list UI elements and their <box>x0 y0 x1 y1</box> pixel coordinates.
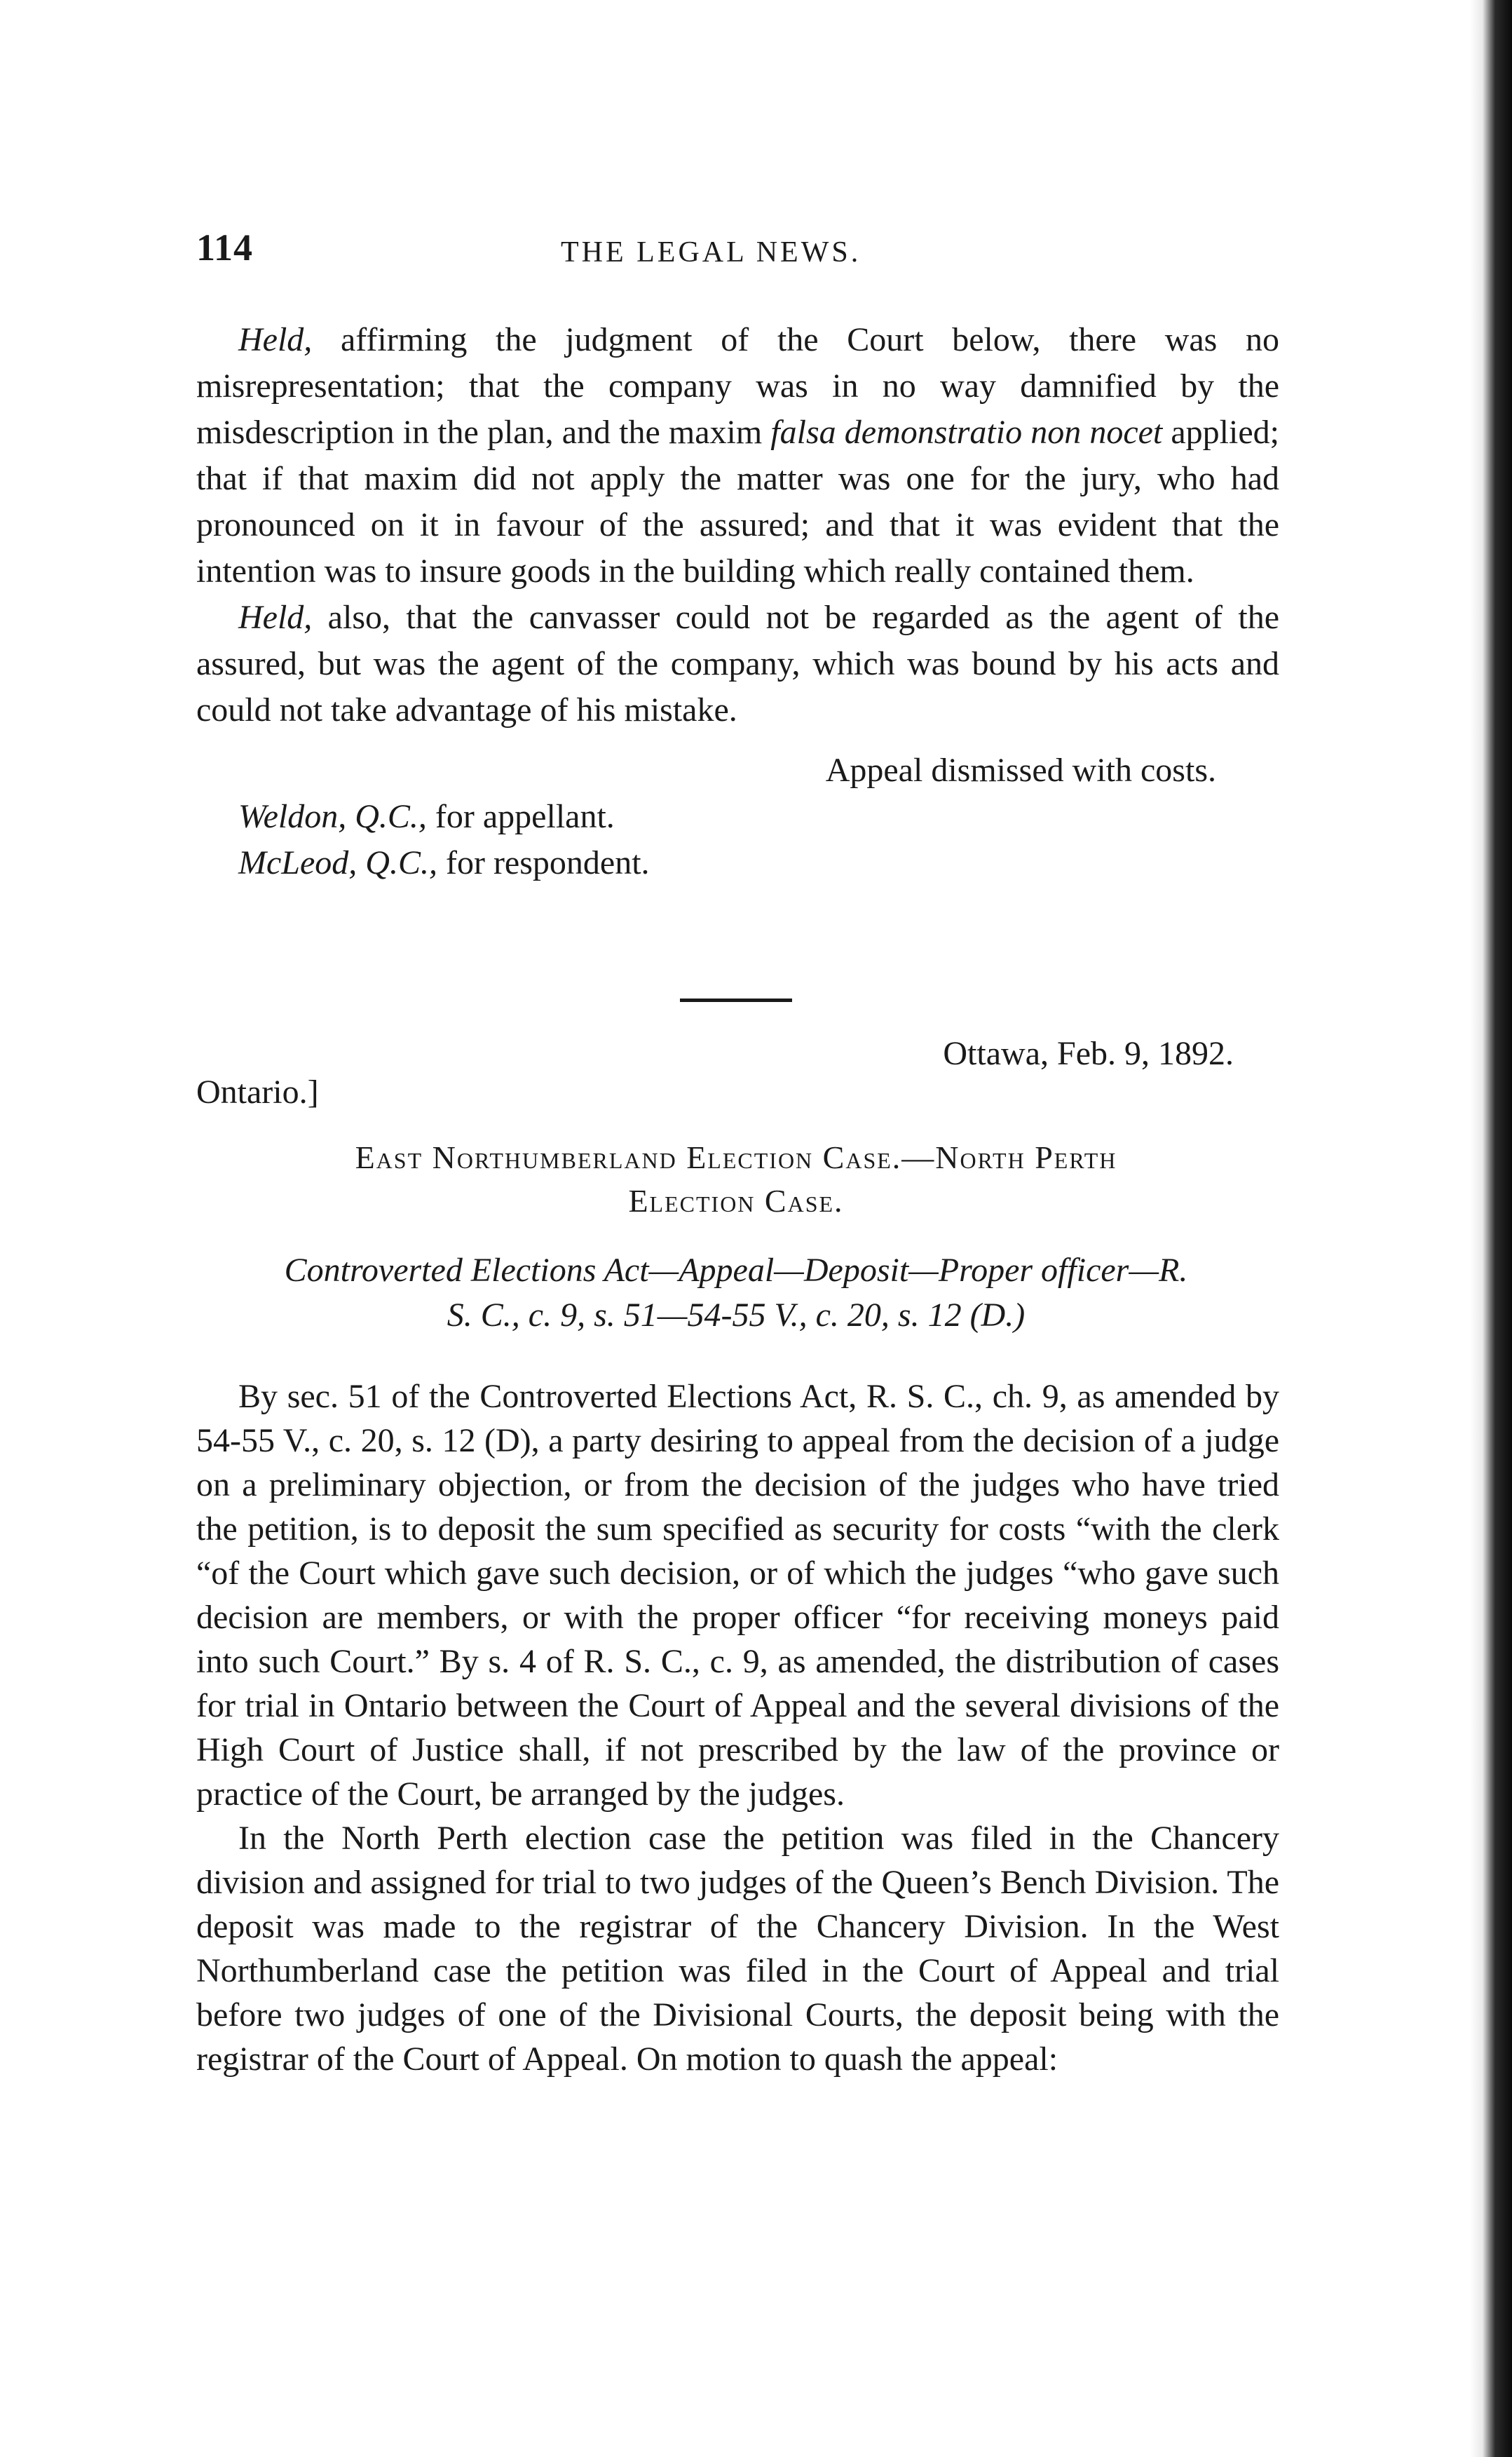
case-subject <box>196 1248 1276 1338</box>
section-divider <box>680 999 792 1002</box>
holding-1-text-b: applied; that if that maxim did not apply the matter was one for the jury, who had pronounced on it in favour of the assured; and that it was evident that the intention was to insure goods in the building which really contained them. <box>196 414 1279 590</box>
holding-paragraph-2 <box>196 595 1279 733</box>
body-paragraph-1: By sec. 51 of the Controverted Elections Act, R. S. C., ch. 9, as amended by 54-55 V., c. 20, s. 12 (D), a party desiring to appeal from the decision of a judge on a preliminary objection, or from the decision of the judges who have tried the petition, is to deposit the sum specified as security for costs “with the clerk “of the Court which gave such decision, or of which the judges “who gave such decision are members, or with the proper officer “for receiving moneys paid into such Court.” By s. 4 of R. S. C., c. 9, as amended, the distribution of cases for trial in Ontario between the Court of Appeal and the several divisions of the High Court of Justice shall, if not prescribed by the law of the province or practice of the Court, be arranged by the judges. <box>196 1378 1279 1813</box>
counsel-respondent <box>238 840 1279 886</box>
holding-section <box>196 317 1279 886</box>
case-title-line-2: Election Case. <box>628 1183 844 1219</box>
disposition: Appeal dismissed with costs. <box>825 752 1216 789</box>
case-body <box>196 1374 1279 2081</box>
case-title <box>196 1136 1276 1223</box>
holding-1-text-a: affirming the judgment of the Court below, there was no misrepresentation; that the company was in no way damnified by the misdescription in the plan, and the maxim <box>196 321 1279 451</box>
body-paragraph-2: In the North Perth election case the petition was filed in the Chancery division and assigned for trial to two judges of the Queen’s Bench Division. The deposit was made to the registrar of the Chancery Division. In the West Northumberland case the petition was filed in the Court of Appeal and trial before two judges of one of the Divisional Courts, the deposit being with the registrar of the Court of Appeal. On motion to quash the appeal: <box>196 1820 1279 2078</box>
running-head: THE LEGAL NEWS. <box>561 236 861 269</box>
holding-2-text: also, that the canvasser could not be regarded as the agent of the assured, but was the agent of the company, which was bound by his acts and could not take advantage of his mistake. <box>196 599 1279 729</box>
case-subject-line-1: Controverted Elections Act—Appeal—Deposit—Proper officer—R. <box>284 1252 1188 1289</box>
province: Ontario.] <box>196 1074 319 1111</box>
maxim-text: falsa demonstratio non nocet <box>770 414 1163 451</box>
case-title-line-1: East Northumberland Election Case.—North Perth <box>355 1139 1117 1175</box>
held-label: Held, <box>238 599 313 636</box>
held-label: Held, <box>238 321 313 358</box>
page-header <box>196 226 1290 282</box>
counsel-appellant <box>238 794 1279 840</box>
respondent-role: for respondent. <box>437 844 650 881</box>
appellant-role: for appellant. <box>426 798 615 835</box>
scan-edge-shadow <box>1470 0 1512 2457</box>
holding-paragraph-1 <box>196 317 1279 595</box>
page-number: 114 <box>196 226 254 269</box>
appellant-counsel-name: Weldon, Q.C., <box>238 798 427 835</box>
place-date: Ottawa, Feb. 9, 1892. <box>943 1035 1234 1072</box>
case-subject-line-2: S. C., c. 9, s. 51—54-55 V., c. 20, s. 12 (D.) <box>447 1297 1026 1334</box>
respondent-counsel-name: McLeod, Q.C., <box>238 844 437 881</box>
